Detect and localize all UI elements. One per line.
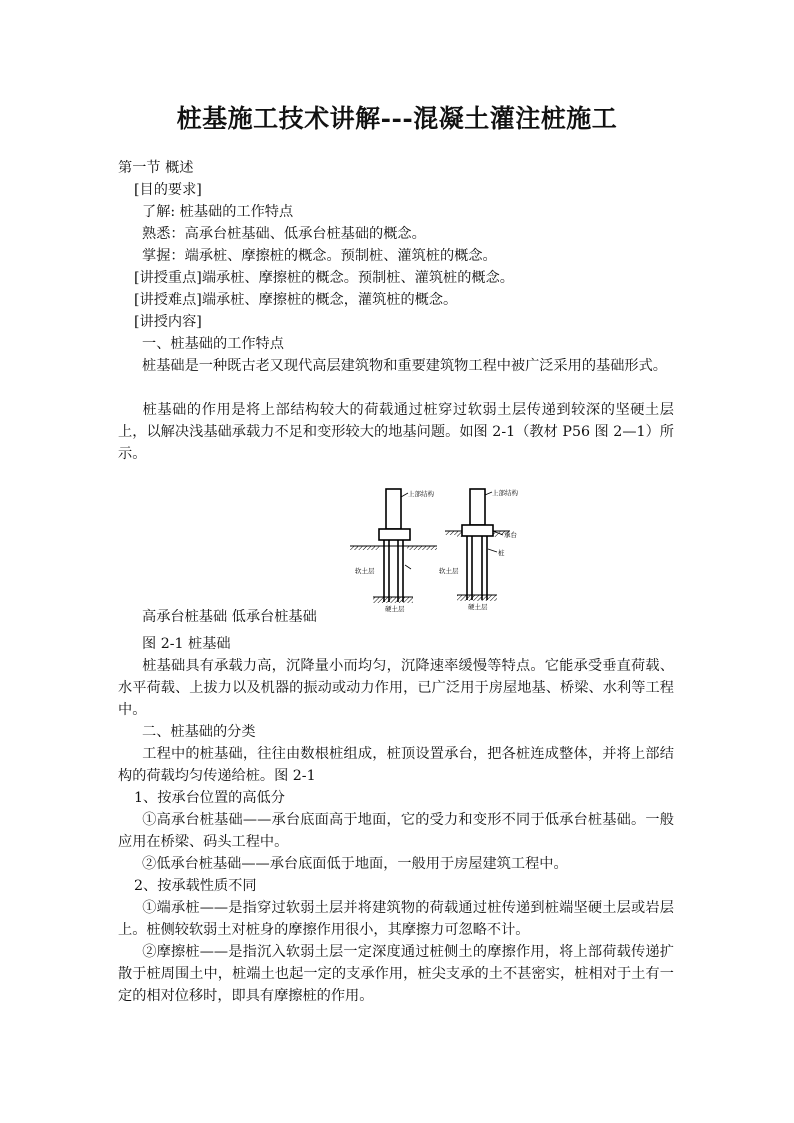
label-hard-layer-right: 硬土层 xyxy=(468,603,488,611)
right-cap xyxy=(462,525,493,536)
objectives-header: [目的要求] xyxy=(134,182,202,198)
paragraph-function: 桩基础的作用是将上部结构较大的荷载通过桩穿过软弱土层传递到较深的坚硬土层上，以解决浅基础承载力不足和变形较大的地基问题。如图 2-1（教材 P56 图 2—1）所示。 xyxy=(118,402,674,462)
left-hard-layer-hatch xyxy=(373,597,413,603)
pile-foundation-figure xyxy=(345,487,550,622)
paragraph-low-cap: ②低承台桩基础——承台底面低于地面，一般用于房屋建筑工程中。 xyxy=(142,856,568,872)
heading-work-features: 一、桩基础的工作特点 xyxy=(142,336,284,352)
right-hard-layer-hatch xyxy=(457,595,497,601)
label-upper-structure-left: 上部结构 xyxy=(408,490,434,498)
figure-type-caption: 高承台桩基础 低承台桩基础 xyxy=(142,609,317,625)
objective-understand: 了解: 桩基础的工作特点 xyxy=(142,204,294,220)
section-heading: 第一节 概述 xyxy=(118,160,194,176)
left-column xyxy=(386,489,401,529)
label-soft-layer-left: 软土层 xyxy=(355,567,375,575)
paragraph-end-bearing-pile: ①端承桩——是指穿过软弱土层并将建筑物的荷载通过桩传递到桩端坚硬土层或岩层上。桩侧较软弱土对桩身的摩擦作用很小，其摩擦力可忽略不计。 xyxy=(118,900,674,938)
left-ground-hatch-r xyxy=(407,546,437,550)
objective-master: 掌握：端承桩、摩擦桩的概念。预制桩、灌筑桩的概念。 xyxy=(142,248,497,264)
paragraph-high-cap: ①高承台桩基础——承台底面高于地面，它的受力和变形不同于低承台桩基础。一般应用在桥梁、码头工程中。 xyxy=(118,812,674,850)
page-title: 桩基施工技术讲解---混凝土灌注桩施工 xyxy=(176,104,618,133)
label-hard-layer-left: 硬土层 xyxy=(385,605,405,613)
pile-foundation-diagram xyxy=(345,487,550,622)
figure-caption: 图 2-1 桩基础 xyxy=(142,636,231,652)
category-bearing-nature: 2、按承载性质不同 xyxy=(134,878,257,894)
objective-familiar: 熟悉：高承台桩基础、低承台桩基础的概念。 xyxy=(142,226,426,242)
left-ground-hatch-l xyxy=(350,546,380,550)
label-upper-structure-right: 上部结构 xyxy=(492,489,518,497)
label-soft-layer-right: 软土层 xyxy=(439,567,459,575)
category-cap-position: 1、按承台位置的高低分 xyxy=(134,790,285,806)
left-cap xyxy=(379,529,410,540)
right-column xyxy=(470,489,485,525)
content-header: [讲授内容] xyxy=(134,314,202,330)
paragraph-composition: 工程中的桩基础，往往由数根桩组成，桩顶设置承台，把各桩连成整体，并将上部结构的荷载均匀传递给桩。图 2-1 xyxy=(118,746,674,784)
label-pile: 桩 xyxy=(498,549,505,557)
key-points: [讲授重点]端承桩、摩擦桩的概念。预制桩、灌筑桩的概念。 xyxy=(134,270,514,286)
paragraph-advantages: 桩基础具有承载力高，沉降量小而均匀，沉降速率缓慢等特点。它能承受垂直荷载、水平荷载、上拔力以及机器的振动或动力作用，已广泛用于房屋地基、桥梁、水利等工程中。 xyxy=(118,658,674,718)
paragraph-intro: 桩基础是一种既古老又现代高层建筑物和重要建筑物工程中被广泛采用的基础形式。 xyxy=(142,358,667,374)
label-cap: 承台 xyxy=(504,531,517,539)
heading-classification: 二、桩基础的分类 xyxy=(142,724,256,740)
paragraph-friction-pile: ②摩擦桩——是指沉入软弱土层一定深度通过桩侧土的摩擦作用，将上部荷载传递扩散于桩周围土中，桩端土也起一定的支承作用，桩尖支承的土不甚密实，桩相对于土有一定的相对位移时，即具有摩擦桩的作用。 xyxy=(118,944,674,1004)
difficult-points: [讲授难点]端承桩、摩擦桩的概念，灌筑桩的概念。 xyxy=(134,292,458,308)
